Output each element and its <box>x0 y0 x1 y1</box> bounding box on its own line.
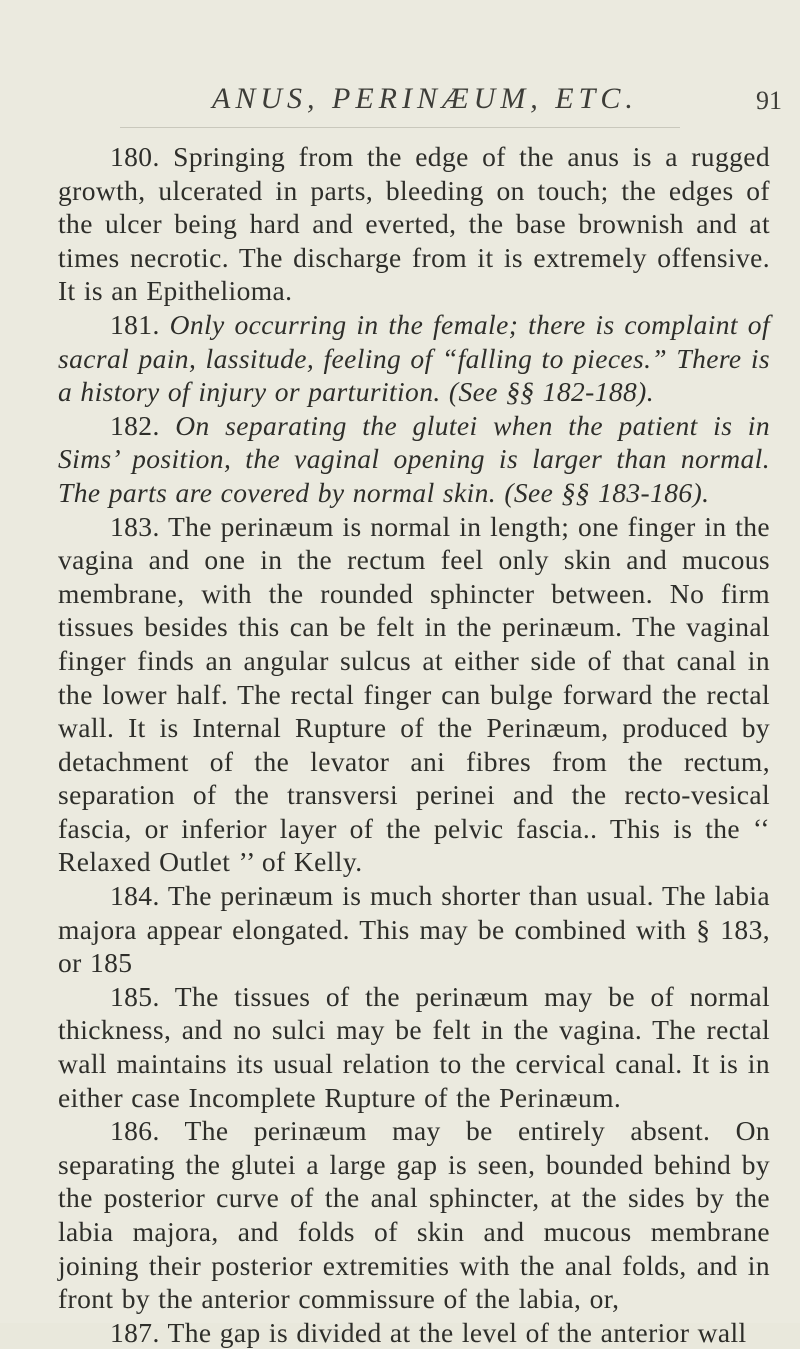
paragraph-number: 186. <box>110 1115 160 1147</box>
paragraph-181 <box>58 308 770 409</box>
paragraph-text: The perinæum is normal in length; one finger in the vagina and one in the rectum feel only skin and mucous membrane, with the rounded sphincter between. No firm tissues besides this can be felt in the perinæum. The vaginal finger finds an angular sulcus at either side of that canal in the lower half. The rectal finger can bulge forward the rectal wall. It is Internal Rupture of the Perinæum, produced by detachment of the levator ani fibres from the rectum, separation of the transversi perinei and the recto-vesical fascia, or inferior layer of the pelvic fascia.. This is the ‘‘ Relaxed Outlet ’’ of Kelly. <box>58 510 771 878</box>
paragraph-184 <box>58 879 770 980</box>
paragraph-182 <box>58 409 770 510</box>
paragraph-text: The tissues of the perinæum may be of normal thickness, and no sulci may be felt in the vagina. The rectal wall maintains its usual relation to the cervical canal. It is in either case Incomplete Rupture of the Perinæum. <box>58 980 771 1113</box>
page-number: 91 <box>756 86 782 115</box>
paragraph-text: The perinæum is much shorter than usual. The labia majora appear elongated. This may be combined with § 183, or 185 <box>58 880 770 979</box>
paragraph-186 <box>58 1114 770 1316</box>
paragraph-text: On separating the glutei when the patient is in Sims’ position, the vaginal opening is larger than normal. The parts are covered by normal skin. (See §§ 183-186). <box>58 409 770 508</box>
paragraph-number: 184. <box>110 880 160 912</box>
paragraph-number: 183. <box>110 510 160 542</box>
paragraph-187 <box>58 1316 770 1349</box>
paragraph-text: The gap is divided at the level of the anterior wall <box>167 1316 747 1348</box>
paragraph-number: 182. <box>110 409 160 441</box>
paragraph-185 <box>58 980 770 1114</box>
paragraph-number: 187. <box>110 1316 160 1348</box>
running-head: ANUS, PERINÆUM, ETC. <box>212 82 638 115</box>
paragraph-text: Only occurring in the female; there is complaint of sacral pain, lassitude, feeling of “falling to pieces.” There is a history of injury or parturition. (See §§ 182-188). <box>58 308 770 408</box>
paragraph-text: The perinæum may be entirely absent. On separating the glutei a large gap is seen, bounded behind by the posterior curve of the anal sphincter, at the sides by the labia majora, and folds of skin and mucous membrane joining their posterior extremities with the anal folds, and in front by the anterior commissure of the labia, or, <box>58 1115 771 1315</box>
paragraph-180 <box>58 140 770 308</box>
paragraph-number: 180. <box>110 141 160 172</box>
header-rule <box>120 127 680 128</box>
paragraph-number: 185. <box>110 980 160 1012</box>
paragraph-183 <box>58 510 770 880</box>
body-text <box>58 140 770 1349</box>
paragraph-text: Springing from the edge of the anus is a rugged growth, ulcerated in parts, bleeding on touch; the edges of the ulcer being hard and everted, the base brownish and at times necrotic. The discharge from it is extremely offensive. It is an Epithelioma. <box>58 141 770 307</box>
paragraph-number: 181. <box>110 308 160 340</box>
